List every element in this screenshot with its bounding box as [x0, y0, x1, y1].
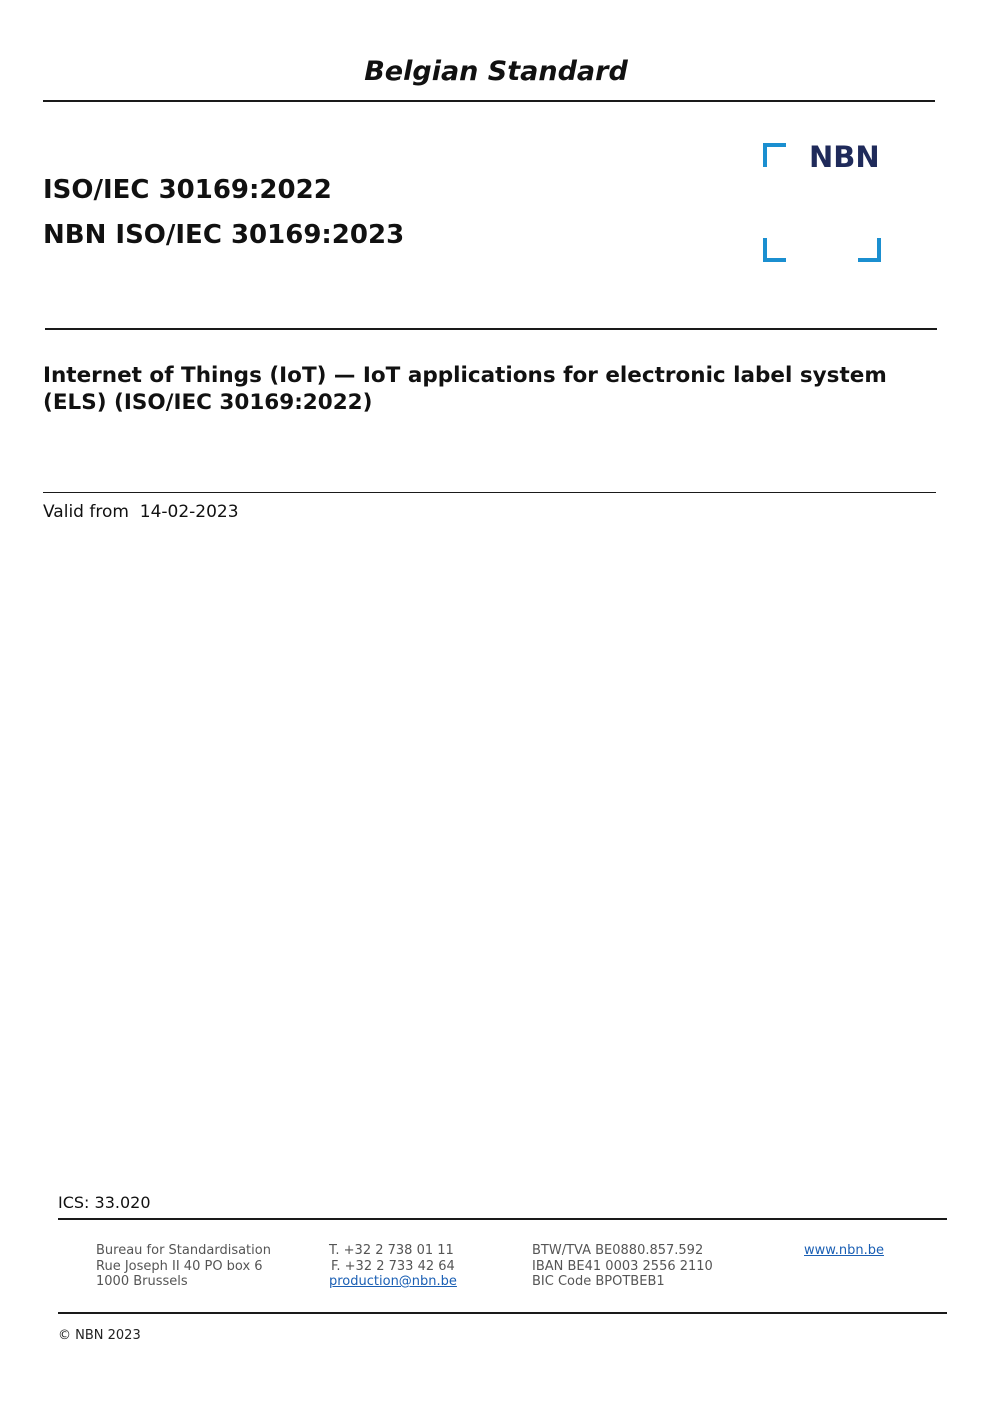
valid-from-label: Valid from: [43, 502, 129, 522]
phone-number: T. +32 2 738 01 11: [329, 1243, 454, 1258]
footer-address: [96, 1243, 271, 1290]
logo-corner-bottom-right: [858, 238, 881, 262]
iso-standard-reference: ISO/IEC 30169:2022: [43, 175, 332, 205]
bic-code: BIC Code BPOTBEB1: [532, 1274, 665, 1289]
nbn-logo: [760, 140, 890, 265]
logo-corner-bottom-left: [763, 238, 786, 262]
valid-from-date: 14-02-2023: [139, 502, 239, 522]
footer-contact: [329, 1243, 457, 1290]
validity-divider: [43, 492, 936, 493]
ics-code: ICS: 33.020: [58, 1193, 151, 1212]
validity-line: [43, 502, 239, 522]
address-line-org: Bureau for Standardisation: [96, 1243, 271, 1258]
fax-number: F. +32 2 733 42 64: [331, 1258, 455, 1274]
document-title: Internet of Things (IoT) — IoT applications for electronic label system (ELS) (ISO/IEC 30169:2022): [43, 363, 887, 415]
website-link[interactable]: www.nbn.be: [804, 1243, 884, 1258]
vat-number: BTW/TVA BE0880.857.592: [532, 1243, 704, 1258]
address-line-city: 1000 Brussels: [96, 1274, 188, 1289]
email-link[interactable]: production@nbn.be: [329, 1274, 457, 1289]
footer-top-divider: [58, 1218, 947, 1220]
footer-website: [804, 1243, 884, 1259]
logo-wordmark: NBN: [809, 140, 880, 174]
footer-bottom-divider: [58, 1312, 947, 1314]
footer-banking: [532, 1243, 713, 1290]
header-divider: [43, 100, 935, 102]
document-type-heading: Belgian Standard: [364, 56, 628, 87]
logo-corner-top-left: [763, 143, 786, 167]
iban-number: IBAN BE41 0003 2556 2110: [532, 1258, 713, 1274]
address-line-street: Rue Joseph II 40 PO box 6: [96, 1258, 263, 1274]
nbn-standard-reference: NBN ISO/IEC 30169:2023: [43, 220, 405, 250]
title-top-divider: [45, 328, 937, 330]
copyright-notice: © NBN 2023: [58, 1328, 141, 1343]
